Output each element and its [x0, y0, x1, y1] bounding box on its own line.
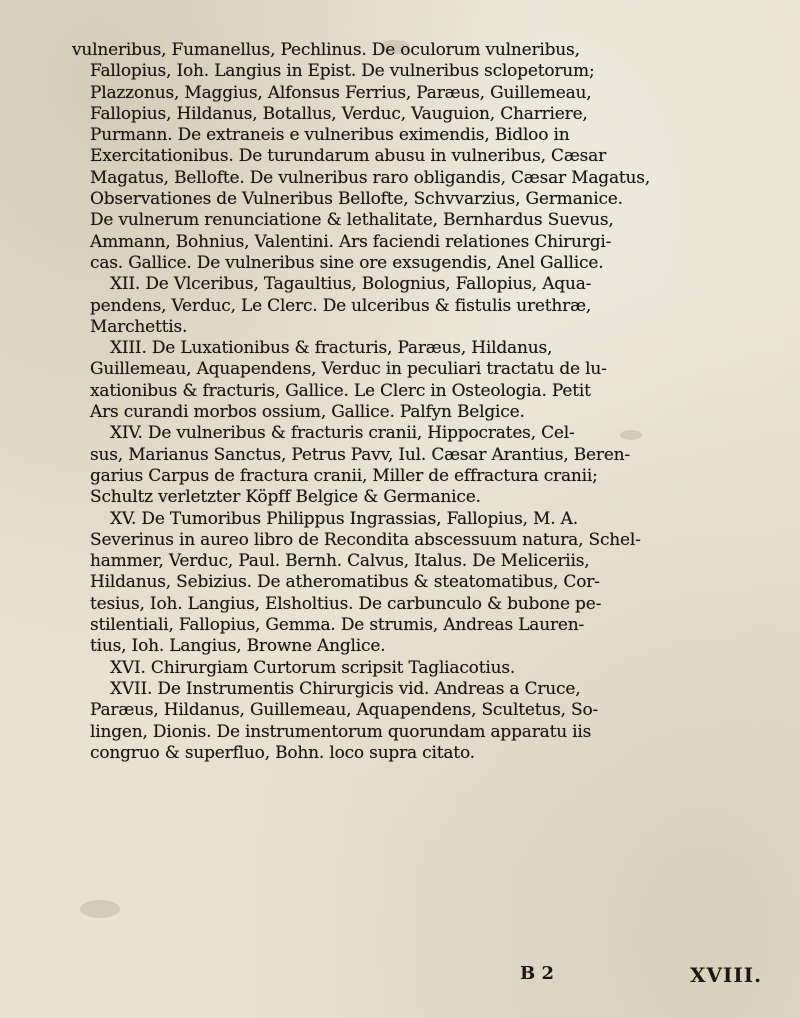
text-line: stilentiali, Fallopius, Gemma. De strumis, Andreas Lauren-	[90, 615, 585, 636]
text-line: sus, Marianus Sanctus, Petrus Pavv, Iul. Cæsar Arantius, Beren-	[90, 444, 630, 465]
text-line: hammer, Verduc, Paul. Bernh. Calvus, Italus. De Meliceriis,	[90, 551, 590, 572]
paper-stain	[80, 900, 120, 918]
text-line: Marchettis.	[90, 316, 188, 337]
text-line: Fallopius, Ioh. Langius in Epist. De vulneribus sclopetorum;	[90, 61, 595, 82]
text-line: Ars curandi morbos ossium, Gallice. Palfyn Belgice.	[90, 402, 525, 423]
body-text	[58, 40, 758, 764]
text-line: Guillemeau, Aquapendens, Verduc in peculiari tractatu de lu-	[90, 359, 607, 380]
text-line: Hildanus, Sebizius. De atheromatibus & steatomatibus, Cor-	[90, 572, 600, 593]
section-heading-line: XV. De Tumoribus Philippus Ingrassias, Fallopius, M. A.	[110, 508, 578, 529]
section-heading-line: XIV. De vulneribus & fracturis cranii, Hippocrates, Cel-	[110, 423, 575, 444]
text-line: Fallopius, Hildanus, Botallus, Verduc, Vauguion, Charriere,	[90, 103, 588, 124]
text-line: Purmann. De extraneis e vulneribus eximendis, Bidloo in	[90, 125, 570, 146]
text-line: pendens, Verduc, Le Clerc. De ulceribus & fistulis urethræ,	[90, 295, 592, 316]
text-line: vulneribus, Fumanellus, Pechlinus. De oculorum vulneribus,	[72, 40, 580, 60]
text-line: cas. Gallice. De vulneribus sine ore exsugendis, Anel Gallice.	[90, 252, 604, 273]
text-line: Magatus, Bellofte. De vulneribus raro obligandis, Cæsar Magatus,	[90, 167, 651, 188]
text-line: garius Carpus de fractura cranii, Miller de effractura cranii;	[90, 465, 598, 486]
text-line: tesius, Ioh. Langius, Elsholtius. De carbunculo & bubone pe-	[90, 593, 602, 614]
text-line: Schultz verletzter Köpff Belgice & Germanice.	[90, 487, 481, 508]
text-line: xationibus & fracturis, Gallice. Le Clerc in Osteologia. Petit	[90, 380, 591, 401]
text-line: tius, Ioh. Langius, Browne Anglice.	[90, 636, 386, 657]
text-line: Ammann, Bohnius, Valentini. Ars faciendi relationes Chirurgi-	[90, 231, 612, 252]
text-line: Observationes de Vulneribus Bellofte, Schvvarzius, Germanice.	[90, 189, 623, 210]
text-line: Severinus in aureo libro de Recondita abscessuum natura, Schel-	[90, 529, 641, 550]
section-heading-line: XII. De Vlceribus, Tagaultius, Bolognius, Fallopius, Aqua-	[110, 274, 592, 295]
catchword: XVIII.	[690, 963, 763, 987]
section-heading-line: XIII. De Luxationibus & fracturis, Paræus, Hildanus,	[110, 338, 553, 359]
text-line: lingen, Dionis. De instrumentorum quorundam apparatu iis	[90, 721, 592, 742]
text-line: Exercitationibus. De turundarum abusu in vulneribus, Cæsar	[90, 146, 607, 167]
text-line: De vulnerum renunciatione & lethalitate, Bernhardus Suevus,	[90, 210, 614, 231]
section-heading-line: XVII. De Instrumentis Chirurgicis vid. Andreas a Cruce,	[110, 678, 581, 699]
text-line: congruo & superfluo, Bohn. loco supra citato.	[90, 742, 475, 763]
section-heading-line: XVI. Chirurgiam Curtorum scripsit Tagliacotius.	[110, 657, 516, 678]
text-line: Plazzonus, Maggius, Alfonsus Ferrius, Paræus, Guillemeau,	[90, 82, 592, 103]
signature-mark: B 2	[520, 963, 555, 984]
text-line: Paræus, Hildanus, Guillemeau, Aquapendens, Scultetus, So-	[90, 700, 599, 721]
page-footer	[0, 963, 800, 989]
